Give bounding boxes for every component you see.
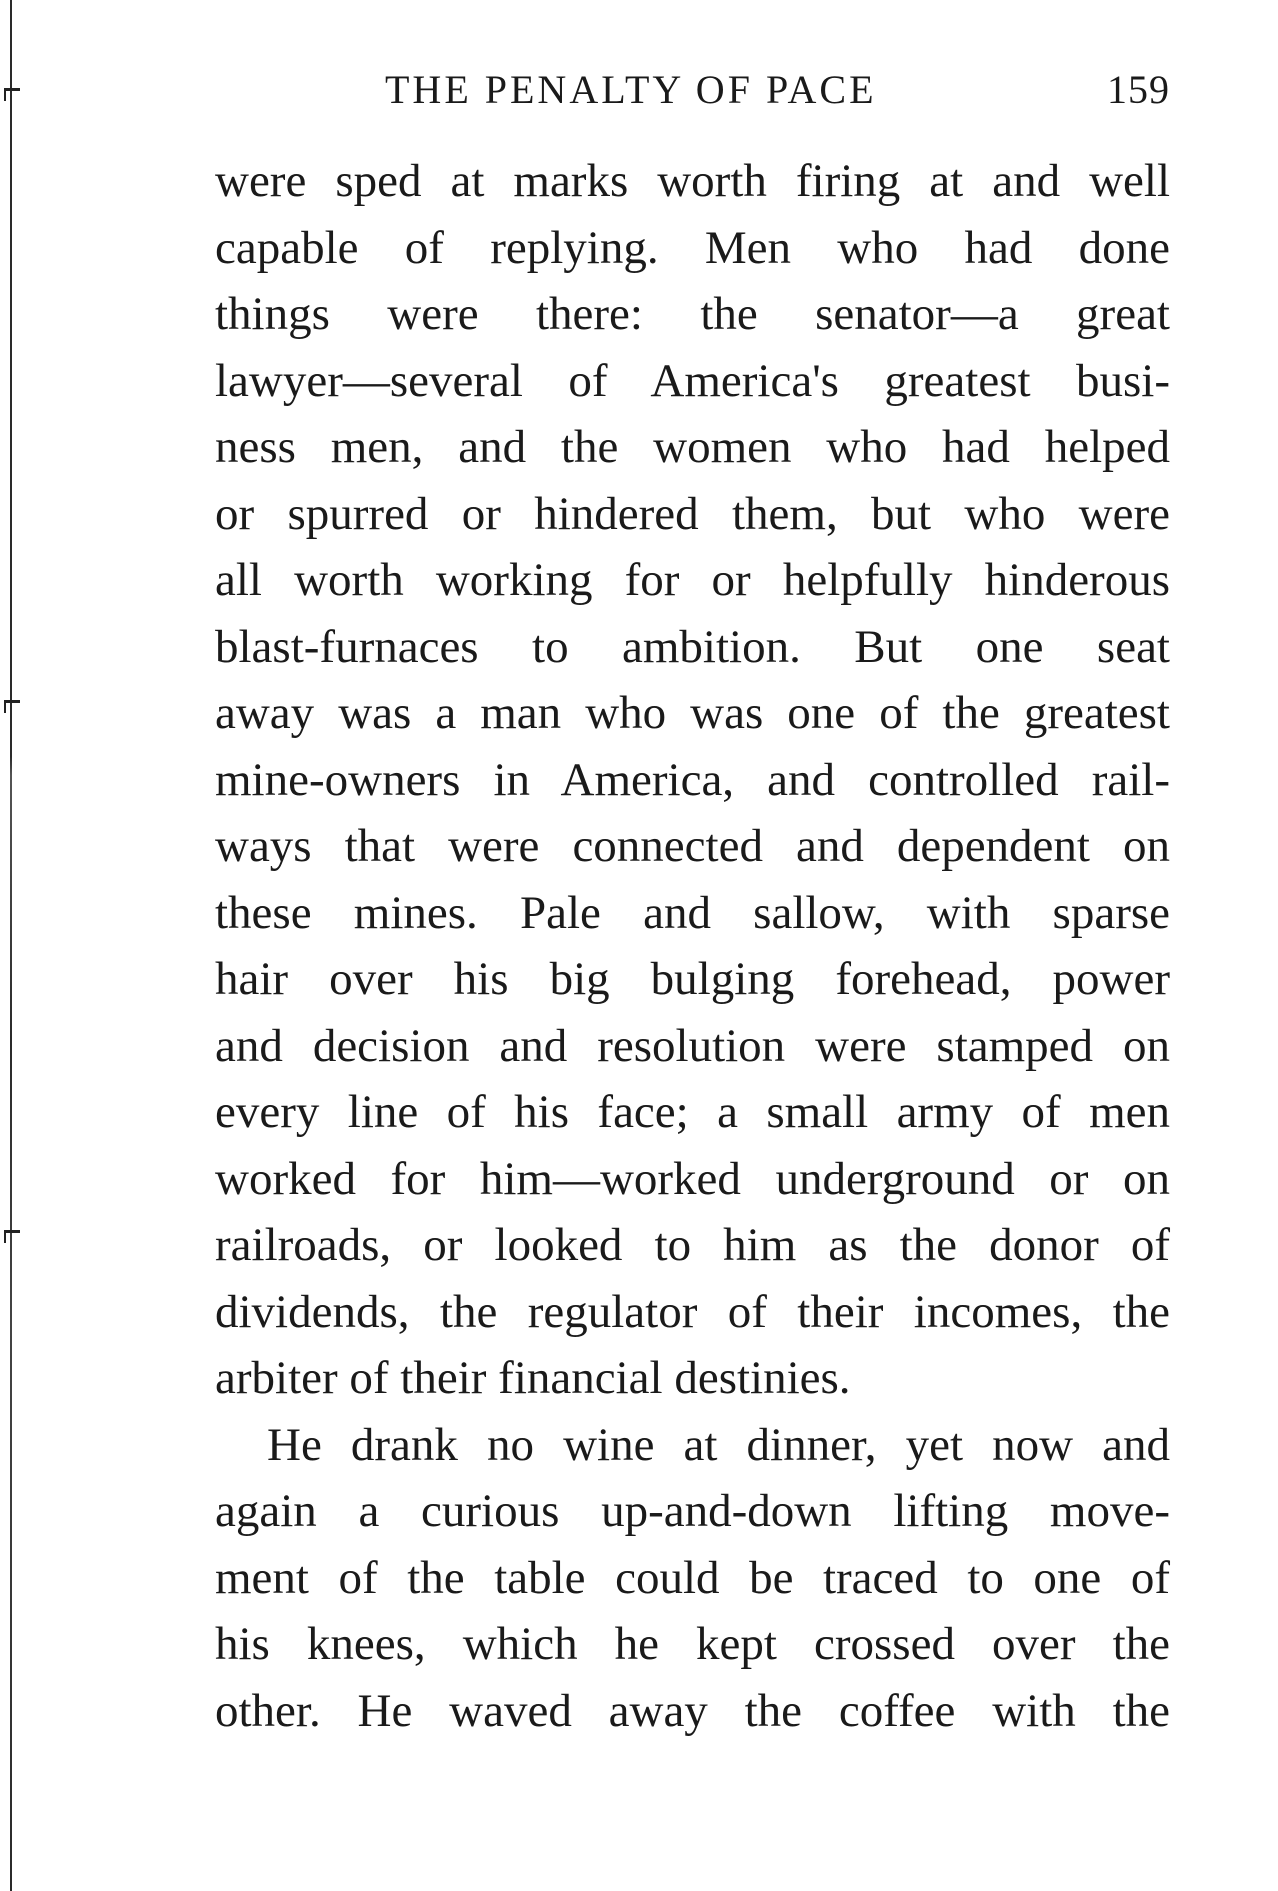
text-line: things were there: the senator—a great [215,288,1170,340]
scan-artifact [4,88,20,101]
text-line: away was a man who was one of the greatest [215,687,1170,739]
page-header [215,66,1170,114]
text-line: hair over his big bulging forehead, power [215,953,1170,1005]
text-line: all worth working for or helpfully hinderous [215,554,1170,606]
binding-edge [10,0,12,1891]
paragraph-start-line: He drank no wine at dinner, yet now and [267,1418,1170,1471]
running-title: THE PENALTY OF PACE [385,67,877,112]
text-line: again a curious up-and-down lifting move- [215,1485,1170,1537]
text-line: his knees, which he kept crossed over the [215,1618,1170,1670]
text-line: and decision and resolution were stamped on [215,1019,1170,1072]
page-number: 159 [1107,67,1170,112]
text-line: dividends, the regulator of their incomes, the [215,1285,1170,1338]
text-line: other. He waved away the coffee with the [215,1684,1170,1737]
text-line: capable of replying. Men who had done [215,221,1170,274]
paragraph-end-line: arbiter of their financial destinies. [215,1352,851,1404]
text-line: ways that were connected and dependent on [215,820,1170,872]
text-line: these mines. Pale and sallow, with sparse [215,886,1170,939]
body-text [215,148,1170,1744]
text-line: or spurred or hindered them, but who were [215,487,1170,540]
scan-artifact [4,1230,20,1243]
text-line: ness men, and the women who had helped [215,421,1170,473]
text-line: ment of the table could be traced to one of [215,1551,1170,1604]
scan-artifact [4,700,20,713]
text-line: were sped at marks worth firing at and well [215,155,1170,207]
text-line: lawyer—several of America's greatest busi- [215,354,1170,407]
text-line: blast-furnaces to ambition. But one seat [215,620,1170,673]
text-line: railroads, or looked to him as the donor of [215,1219,1170,1271]
text-line: every line of his face; a small army of men [215,1086,1170,1138]
text-line: mine-owners in America, and controlled rail- [215,753,1170,806]
text-line: worked for him—worked underground or on [215,1152,1170,1205]
